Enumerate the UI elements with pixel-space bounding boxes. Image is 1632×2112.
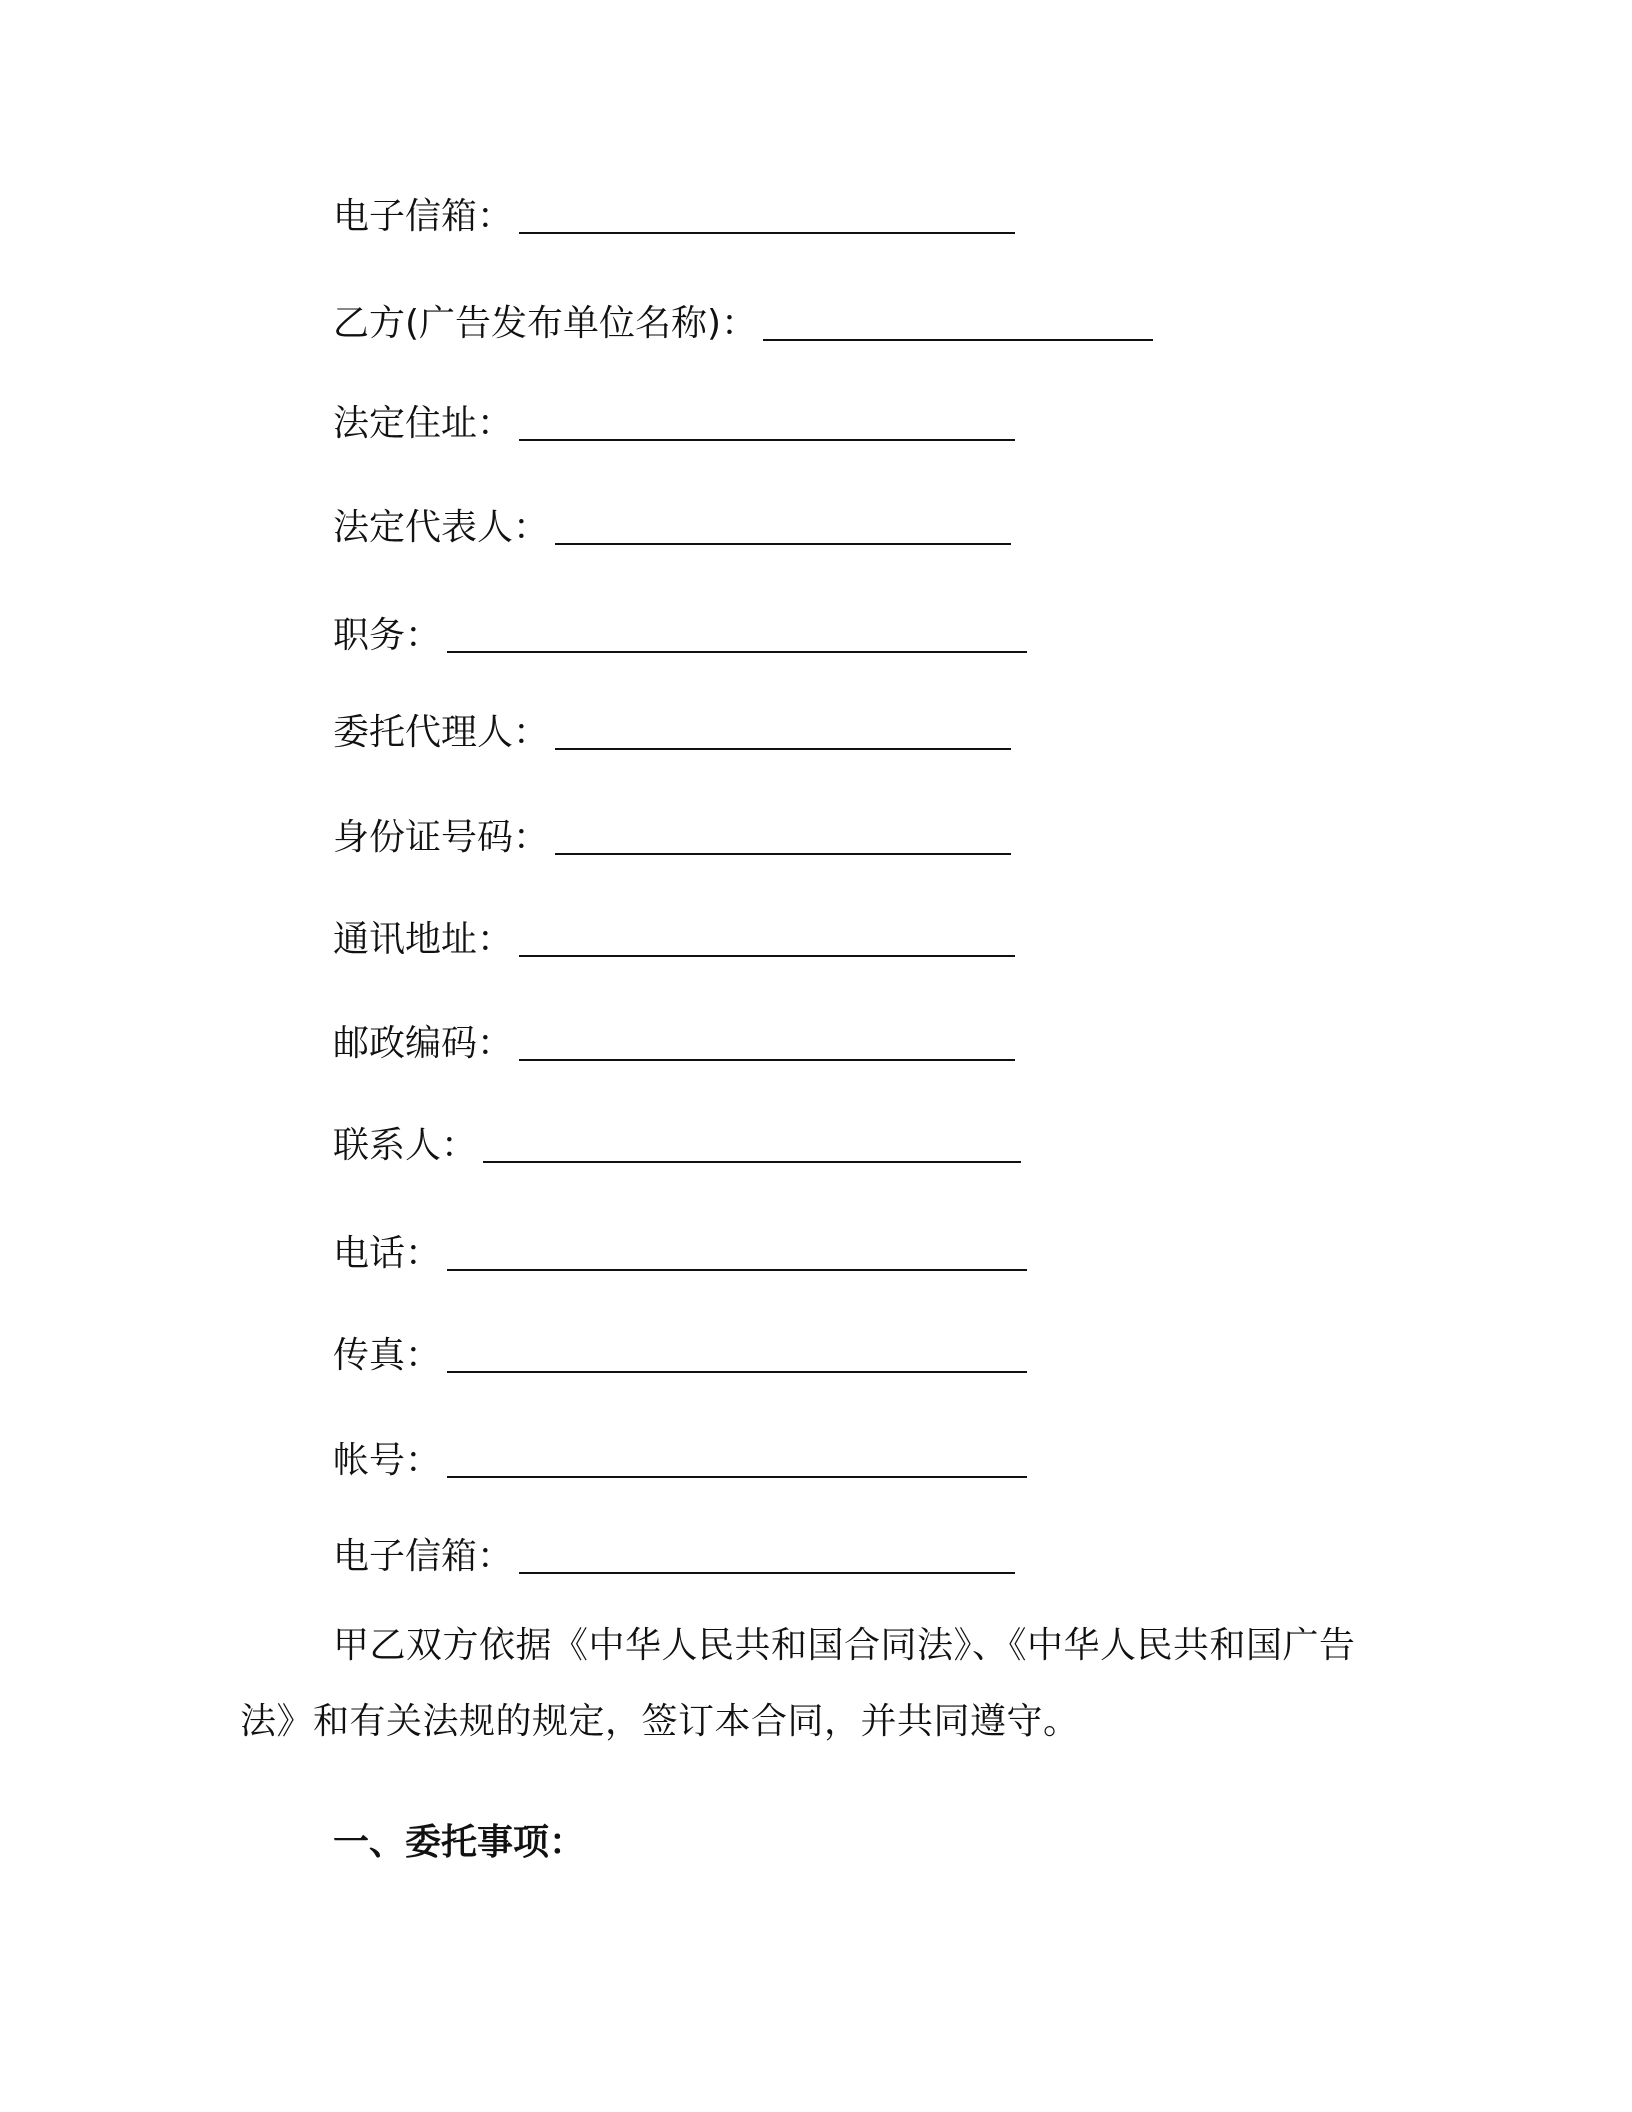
blank-line[interactable] bbox=[555, 714, 1011, 750]
field-legal-address bbox=[333, 399, 1015, 449]
field-mailing-address bbox=[333, 915, 1015, 965]
field-contact-person bbox=[333, 1121, 1021, 1171]
field-id-number bbox=[333, 813, 1011, 863]
field-label: 职务： bbox=[333, 615, 442, 656]
field-email-a bbox=[333, 192, 1015, 242]
blank-line[interactable] bbox=[519, 1538, 1015, 1574]
field-email-b bbox=[333, 1532, 1015, 1582]
blank-line[interactable] bbox=[447, 1337, 1027, 1373]
field-authorized-agent bbox=[333, 708, 1011, 758]
field-label: 委托代理人： bbox=[333, 712, 550, 753]
field-label: 传真： bbox=[333, 1335, 442, 1376]
blank-line[interactable] bbox=[447, 617, 1027, 653]
field-party-b-name bbox=[333, 299, 1153, 349]
field-account-number bbox=[333, 1436, 1027, 1486]
blank-line[interactable] bbox=[447, 1235, 1027, 1271]
field-label: 通讯地址： bbox=[333, 919, 514, 960]
blank-line[interactable] bbox=[519, 1025, 1015, 1061]
blank-line[interactable] bbox=[763, 305, 1153, 341]
blank-line[interactable] bbox=[519, 405, 1015, 441]
blank-line[interactable] bbox=[555, 819, 1011, 855]
field-position bbox=[333, 611, 1027, 661]
field-label: 邮政编码： bbox=[333, 1023, 514, 1064]
field-label: 法定住址： bbox=[333, 403, 514, 444]
field-phone bbox=[333, 1229, 1027, 1279]
blank-line[interactable] bbox=[519, 198, 1015, 234]
field-label: 帐号： bbox=[333, 1440, 442, 1481]
field-legal-representative bbox=[333, 503, 1011, 553]
field-label: 电话： bbox=[333, 1233, 442, 1274]
blank-line[interactable] bbox=[447, 1442, 1027, 1478]
agreement-paragraph: 甲乙双方依据《中华人民共和国合同法》、《中华人民共和国广告法》和有关法规的规定，签订本合同，并共同遵守。 bbox=[240, 1625, 1356, 1742]
field-postal-code bbox=[333, 1019, 1015, 1069]
field-label: 电子信箱： bbox=[333, 1536, 514, 1577]
field-label: 身份证号码： bbox=[333, 817, 550, 858]
field-fax bbox=[333, 1331, 1027, 1381]
section-heading: 一、委托事项： bbox=[333, 1822, 586, 1863]
field-label: 法定代表人： bbox=[333, 507, 550, 548]
blank-line[interactable] bbox=[483, 1127, 1021, 1163]
blank-line[interactable] bbox=[519, 921, 1015, 957]
field-label: 乙方(广告发布单位名称)： bbox=[333, 303, 758, 344]
blank-line[interactable] bbox=[555, 509, 1011, 545]
field-label: 联系人： bbox=[333, 1125, 478, 1166]
field-label: 电子信箱： bbox=[333, 196, 514, 237]
